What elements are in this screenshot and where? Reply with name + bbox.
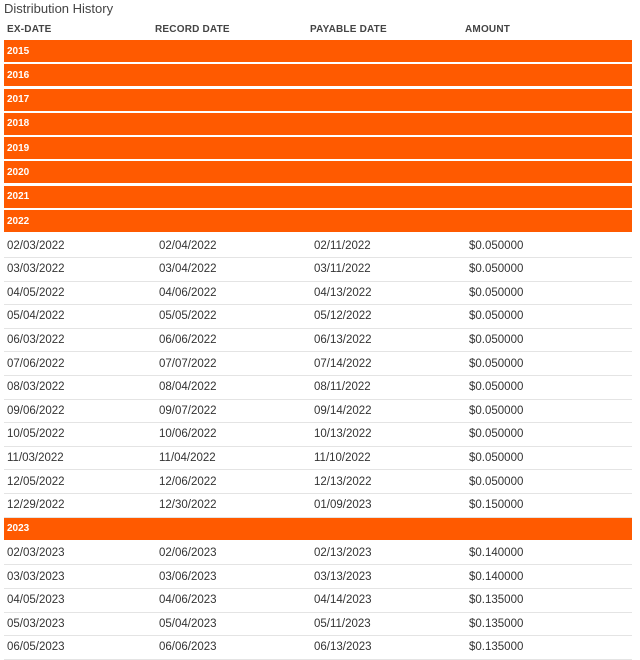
ex-date-cell: 05/04/2022: [7, 310, 65, 323]
table-row: [4, 589, 632, 613]
distribution-table-body: [0, 40, 640, 660]
record-date-cell: 04/06/2022: [159, 286, 217, 299]
amount-cell: $0.050000: [469, 286, 524, 299]
table-row: [4, 613, 632, 637]
year-group-header[interactable]: 2018: [4, 113, 632, 135]
record-date-cell: 06/06/2022: [159, 334, 217, 347]
payable-date-cell: 06/13/2023: [314, 641, 372, 654]
record-date-cell: 03/06/2023: [159, 570, 217, 583]
amount-cell: $0.135000: [469, 594, 524, 607]
ex-date-cell: 02/03/2023: [7, 547, 65, 560]
record-date-cell: 09/07/2022: [159, 404, 217, 417]
ex-date-cell: 02/03/2022: [7, 239, 65, 252]
amount-cell: $0.050000: [469, 428, 524, 441]
payable-date-cell: 04/14/2023: [314, 594, 372, 607]
payable-date-cell: 06/13/2022: [314, 334, 372, 347]
column-header-payable-date: PAYABLE DATE: [310, 23, 387, 35]
payable-date-cell: 03/11/2022: [314, 263, 371, 276]
table-row: [4, 282, 632, 306]
payable-date-cell: 12/13/2022: [314, 475, 372, 488]
payable-date-cell: 01/09/2023: [314, 499, 372, 512]
ex-date-cell: 07/06/2022: [7, 357, 65, 370]
record-date-cell: 03/04/2022: [159, 263, 217, 276]
payable-date-cell: 11/10/2022: [314, 452, 371, 465]
ex-date-cell: 04/05/2022: [7, 286, 65, 299]
table-row: [4, 305, 632, 329]
ex-date-cell: 06/03/2022: [7, 334, 65, 347]
column-header-ex-date: EX-DATE: [7, 23, 52, 35]
year-group-header[interactable]: 2021: [4, 186, 632, 208]
amount-cell: $0.050000: [469, 310, 524, 323]
record-date-cell: 07/07/2022: [159, 357, 217, 370]
table-row: [4, 447, 632, 471]
payable-date-cell: 03/13/2023: [314, 570, 372, 583]
amount-cell: $0.050000: [469, 475, 524, 488]
ex-date-cell: 11/03/2022: [7, 452, 64, 465]
record-date-cell: 02/06/2023: [159, 547, 217, 560]
payable-date-cell: 04/13/2022: [314, 286, 372, 299]
payable-date-cell: 05/11/2023: [314, 617, 371, 630]
record-date-cell: 06/06/2023: [159, 641, 217, 654]
ex-date-cell: 06/05/2023: [7, 641, 65, 654]
ex-date-cell: 04/05/2023: [7, 594, 65, 607]
payable-date-cell: 08/11/2022: [314, 381, 371, 394]
record-date-cell: 12/30/2022: [159, 499, 217, 512]
amount-cell: $0.050000: [469, 263, 524, 276]
record-date-cell: 08/04/2022: [159, 381, 217, 394]
section-title: Distribution History: [4, 1, 114, 16]
payable-date-cell: 05/12/2022: [314, 310, 372, 323]
amount-cell: $0.135000: [469, 641, 524, 654]
record-date-cell: 02/04/2022: [159, 239, 217, 252]
record-date-cell: 05/04/2023: [159, 617, 217, 630]
ex-date-cell: 03/03/2023: [7, 570, 65, 583]
amount-cell: $0.050000: [469, 357, 524, 370]
record-date-cell: 12/06/2022: [159, 475, 217, 488]
amount-cell: $0.050000: [469, 239, 524, 252]
payable-date-cell: 07/14/2022: [314, 357, 372, 370]
table-row: [4, 352, 632, 376]
payable-date-cell: 10/13/2022: [314, 428, 372, 441]
amount-cell: $0.050000: [469, 404, 524, 417]
table-row: [4, 494, 632, 518]
table-row: [4, 636, 632, 660]
table-row: [4, 423, 632, 447]
ex-date-cell: 08/03/2022: [7, 381, 65, 394]
table-row: [4, 329, 632, 353]
table-header: [0, 18, 640, 40]
ex-date-cell: 05/03/2023: [7, 617, 65, 630]
year-group-header[interactable]: 2022: [4, 210, 632, 232]
amount-cell: $0.050000: [469, 381, 524, 394]
year-group-header[interactable]: 2016: [4, 64, 632, 86]
amount-cell: $0.050000: [469, 452, 524, 465]
table-row: [4, 400, 632, 424]
ex-date-cell: 09/06/2022: [7, 404, 65, 417]
year-group-header[interactable]: 2017: [4, 89, 632, 111]
amount-cell: $0.050000: [469, 334, 524, 347]
year-group-header[interactable]: 2019: [4, 137, 632, 159]
column-header-record-date: RECORD DATE: [155, 23, 230, 35]
year-group-header[interactable]: 2015: [4, 40, 632, 62]
amount-cell: $0.140000: [469, 547, 524, 560]
year-group-header[interactable]: 2023: [4, 518, 632, 540]
payable-date-cell: 09/14/2022: [314, 404, 372, 417]
table-row: [4, 542, 632, 566]
ex-date-cell: 12/29/2022: [7, 499, 65, 512]
ex-date-cell: 12/05/2022: [7, 475, 65, 488]
record-date-cell: 04/06/2023: [159, 594, 217, 607]
record-date-cell: 05/05/2022: [159, 310, 217, 323]
year-group-header[interactable]: 2020: [4, 161, 632, 183]
table-row: [4, 376, 632, 400]
ex-date-cell: 03/03/2022: [7, 263, 65, 276]
column-header-amount: AMOUNT: [465, 23, 511, 35]
record-date-cell: 11/04/2022: [159, 452, 216, 465]
payable-date-cell: 02/13/2023: [314, 547, 372, 560]
table-row: [4, 470, 632, 494]
amount-cell: $0.140000: [469, 570, 524, 583]
amount-cell: $0.135000: [469, 617, 524, 630]
table-row: [4, 234, 632, 258]
payable-date-cell: 02/11/2022: [314, 239, 371, 252]
record-date-cell: 10/06/2022: [159, 428, 217, 441]
ex-date-cell: 10/05/2022: [7, 428, 65, 441]
table-row: [4, 565, 632, 589]
table-row: [4, 258, 632, 282]
amount-cell: $0.150000: [469, 499, 524, 512]
